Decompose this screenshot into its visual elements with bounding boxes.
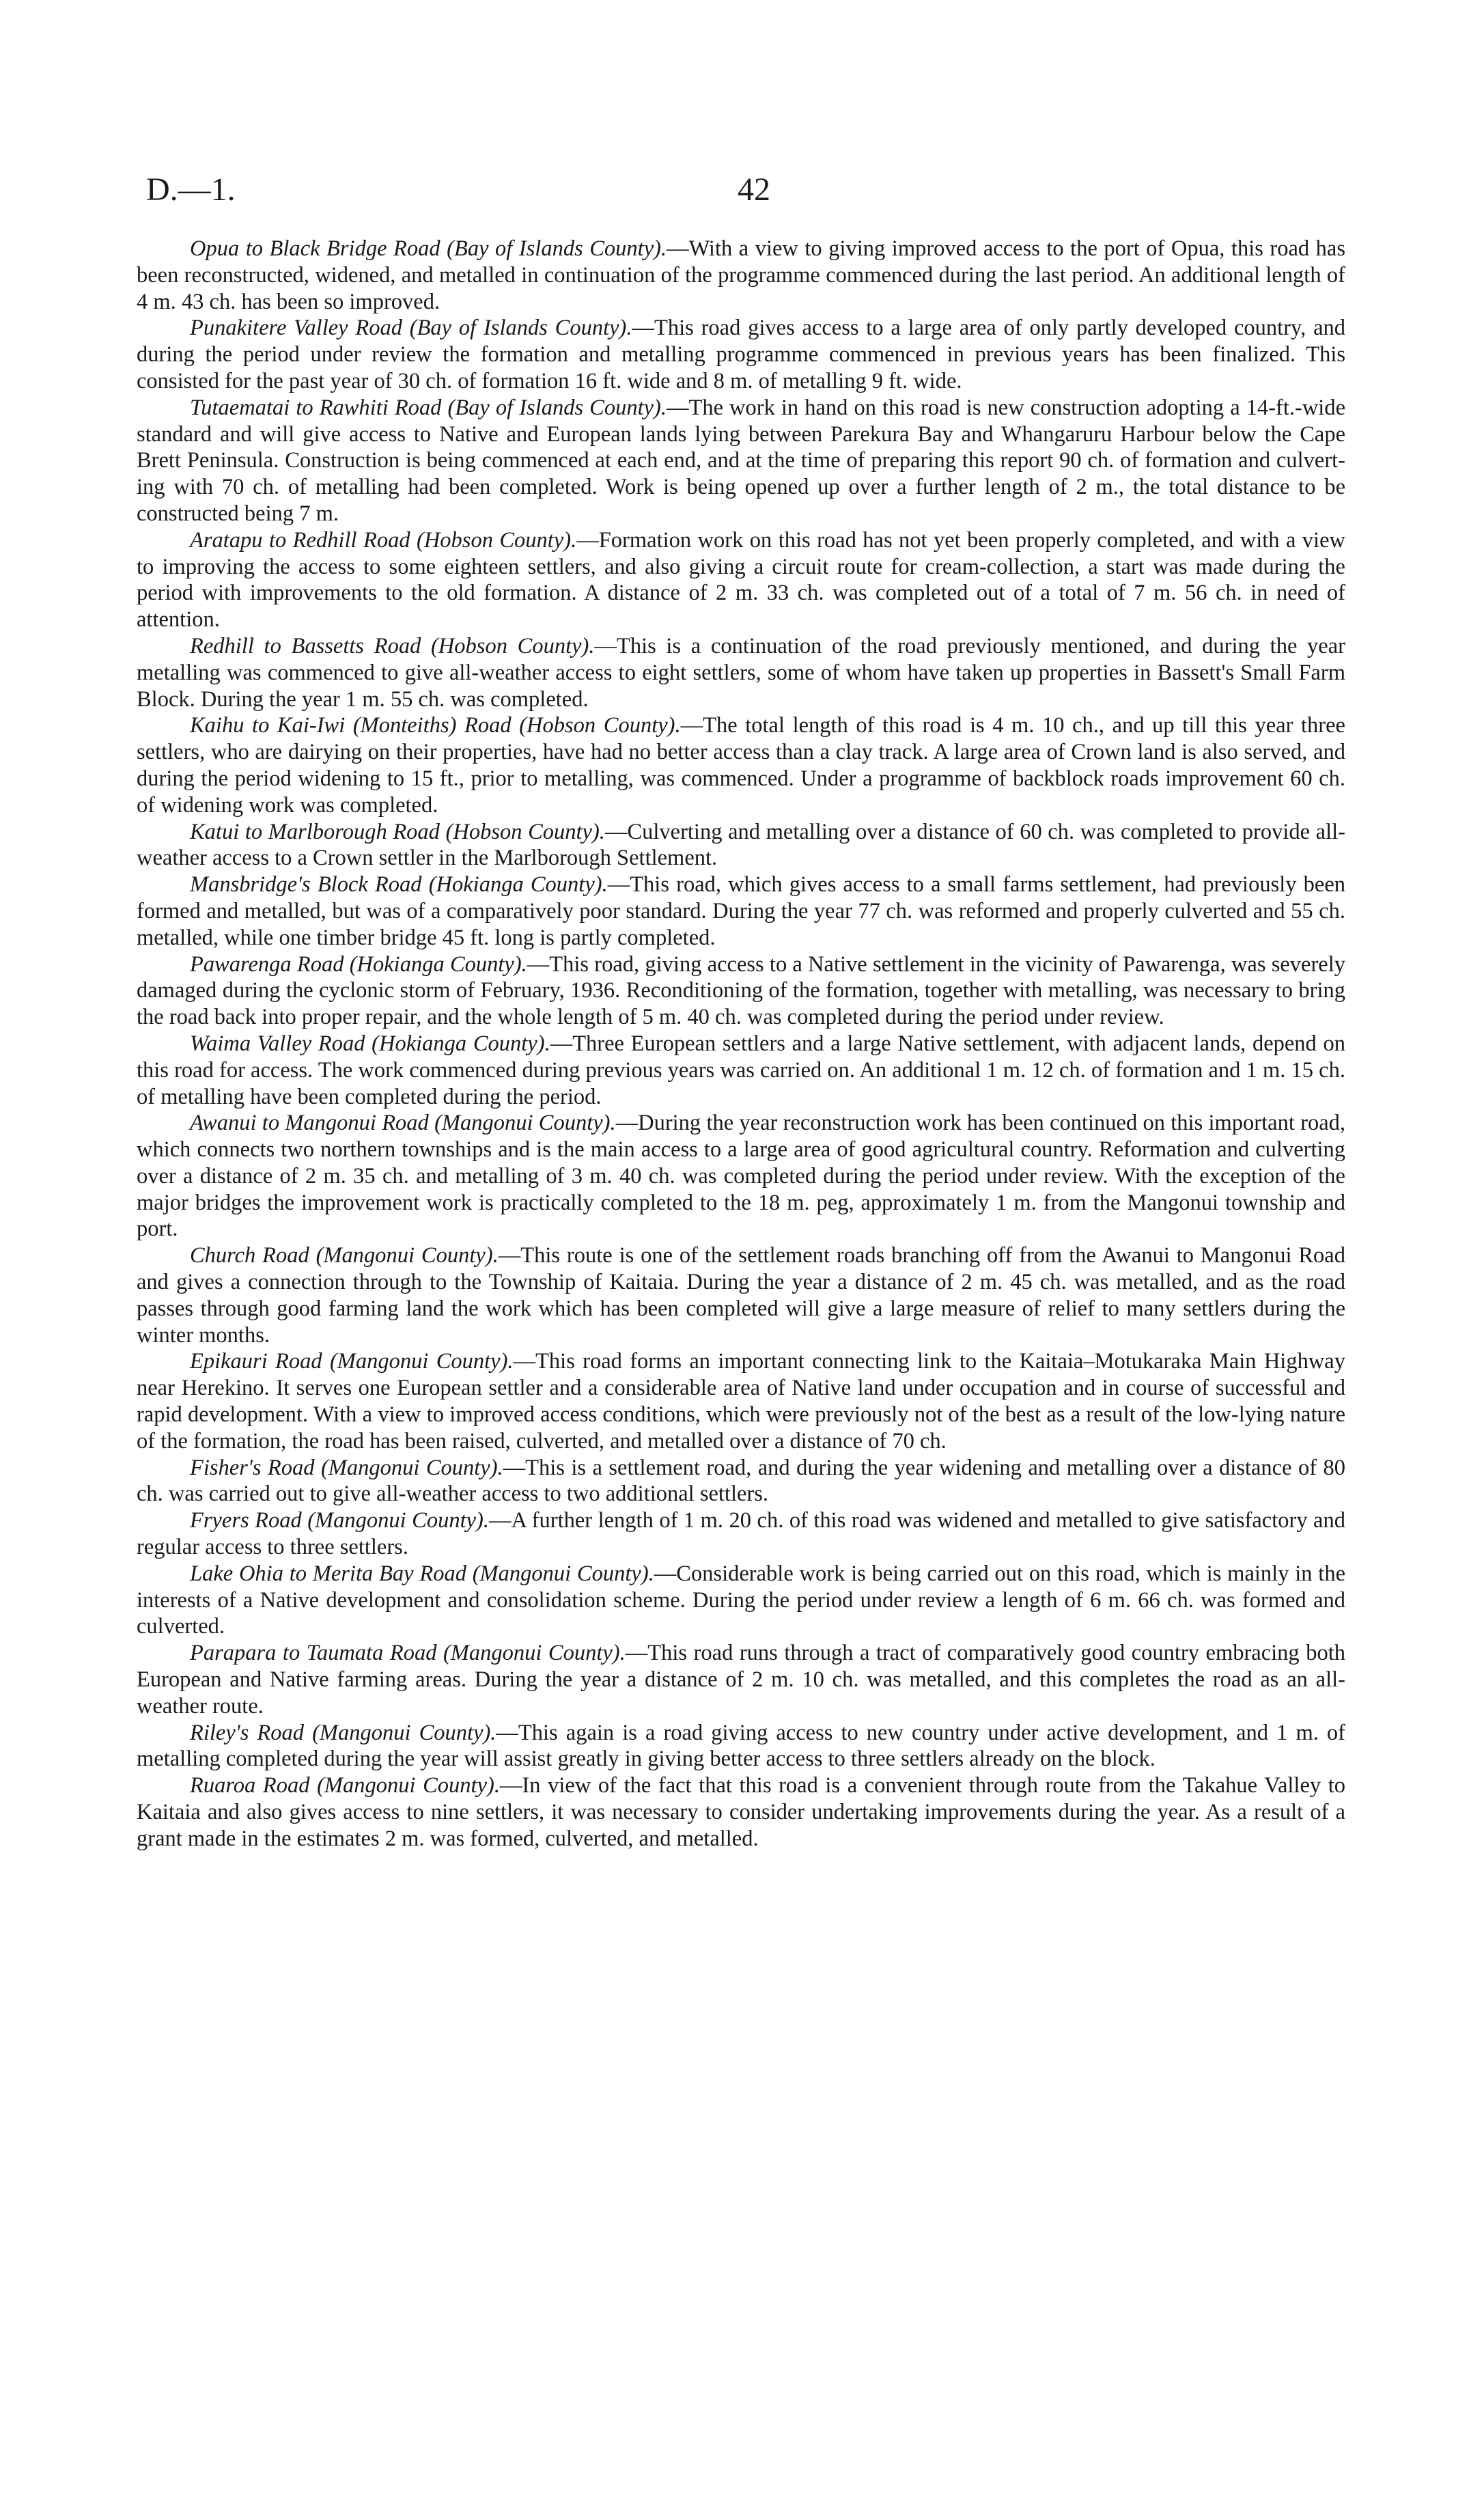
road-heading: Riley's Road (Mangonui County). bbox=[190, 1720, 496, 1745]
road-heading: Kaihu to Kai-Iwi (Monteiths) Road (Hobson County). bbox=[190, 713, 681, 738]
paragraph-text: —This is a continuation of the road previously mentioned, and during the year metalling was commenced to give all-weather access to eight settlers, some of whom have taken up properties in Bassett's Small Farm Block. During the year 1 m. 55 ch. was completed. bbox=[137, 633, 1345, 712]
paragraph-kaihu-kai-iwi-road bbox=[137, 712, 1345, 818]
road-heading: Ruaroa Road (Mangonui County). bbox=[190, 1773, 500, 1798]
paragraph-text: —This road, which gives access to a small farms settlement, had previously been formed and metalled, but was of a comparatively poor standard. During the year 77 ch. was reformed and properly culverted and 55 ch. metalled, while one timber bridge 45 ft. long is partly completed. bbox=[137, 872, 1345, 950]
paragraph-lake-ohia-merita-bay-road bbox=[137, 1561, 1345, 1640]
paragraph-pawarenga-road bbox=[137, 951, 1345, 1031]
paragraph-waima-valley-road bbox=[137, 1031, 1345, 1110]
paragraph-aratapu-redhill-road bbox=[137, 527, 1345, 633]
road-heading: Fisher's Road (Mangonui County). bbox=[190, 1455, 503, 1480]
paragraph-text: —This is a settlement road, and during the year widening and metalling over a distance of 80 ch. was carried out to give all-weather access to two additional settlers. bbox=[137, 1455, 1345, 1507]
paragraph-text: —This road, giving access to a Native settlement in the vicinity of Pawarenga, was severely damaged during the cyclonic storm of February, 1936. Reconditioning of the formation, together with metalling, was necessary to bring the road back into proper repair, and the whole length of 5 m. 40 ch. was completed during the period under review. bbox=[137, 951, 1345, 1030]
road-heading: Katui to Marlborough Road (Hobson County). bbox=[190, 819, 605, 844]
road-heading: Epikauri Road (Mangonui County). bbox=[190, 1349, 514, 1374]
paragraph-rileys-road bbox=[137, 1720, 1345, 1773]
paragraph-text: —Culverting and metalling over a distance of 60 ch. was completed to provide all-weather access to a Crown settler in the Marlborough Settlement. bbox=[137, 819, 1345, 871]
paragraph-parapara-taumata-road bbox=[137, 1640, 1345, 1719]
road-heading: Mansbridge's Block Road (Hokianga County). bbox=[190, 872, 608, 898]
paragraph-text: —Considerable work is being carried out on this road, which is mainly in the interests of a Native development and consolidation scheme. During the period under review a length of 6 m. 66 ch. was formed and culverted. bbox=[137, 1561, 1345, 1639]
road-heading: Church Road (Mangonui County). bbox=[190, 1243, 499, 1268]
page-header bbox=[137, 171, 1345, 219]
road-heading: Waima Valley Road (Hokianga County). bbox=[190, 1031, 550, 1056]
paragraph-fryers-road bbox=[137, 1507, 1345, 1561]
paragraph-opua-black-bridge-road bbox=[137, 236, 1345, 315]
paragraph-text: —The work in hand on this road is new construction adopting a 14-ft.-wide standard and will give access to Native and European lands lying between Parekura Bay and Whangaruru Harbour below the Cape Brett Peninsula. Construction is being commenced at each end, and at the time of preparing this report 90 ch. of formation and culverting with 70 ch. of metalling had been completed. Work is being opened up over a further length of 2 m., the total distance to be constructed being 7 m. bbox=[137, 395, 1346, 526]
paragraph-text: —This route is one of the settlement roads branching off from the Awanui to Mangonui Road and gives a connection through to the Township of Kaitaia. During the year a distance of 2 m. 45 ch. was metalled, and as the road passes through good farming land the work which has been completed will give a large measure of relief to many settlers during the winter months. bbox=[137, 1243, 1345, 1348]
paragraph-church-road bbox=[137, 1242, 1345, 1348]
paragraph-text: —With a view to giving improved access to the port of Opua, this road has been reconstructed, widened, and metalled in continuation of the programme commenced during the last period. An additional length of 4 m. 43 ch. has been so improved. bbox=[137, 236, 1345, 314]
road-heading: Tutaematai to Rawhiti Road (Bay of Islands County). bbox=[190, 395, 667, 420]
paragraph-punakitere-valley-road bbox=[137, 315, 1345, 394]
road-heading: Parapara to Taumata Road (Mangonui County). bbox=[190, 1641, 626, 1666]
road-heading: Aratapu to Redhill Road (Hobson County). bbox=[190, 527, 577, 553]
road-heading: Redhill to Bassetts Road (Hobson County). bbox=[190, 633, 595, 658]
road-heading: Opua to Black Bridge Road (Bay of Islands County). bbox=[190, 236, 667, 261]
paragraph-text: —Formation work on this road has not yet been properly completed, and with a view to improving the access to some eighteen settlers, and also giving a circuit route for cream-collection, a start was made during the period with improvements to the old formation. A distance of 2 m. 33 ch. was completed out of a total of 7 m. 56 ch. in need of attention. bbox=[137, 527, 1345, 632]
paragraph-text: —This road runs through a tract of comparatively good country embracing both European and Native farming areas. During the year a distance of 2 m. 10 ch. was metalled, and this completes the road as an all-weather route. bbox=[137, 1641, 1345, 1719]
paragraph-mansbridges-block-road bbox=[137, 872, 1345, 951]
paragraph-text: —Three European settlers and a large Native settlement, with adjacent lands, depend on this road for access. The work commenced during previous years was carried on. An additional 1 m. 12 ch. of formation and 1 m. 15 ch. of metalling have been completed during the period. bbox=[137, 1031, 1346, 1109]
paragraph-tutaematai-rawhiti-road bbox=[137, 395, 1345, 527]
paragraph-redhill-bassetts-road bbox=[137, 633, 1345, 712]
paragraph-text: —In view of the fact that this road is a convenient through route from the Takahue Valley to Kaitaia and also gives access to nine settlers, it was necessary to consider undertaking improvements during the year. As a result of a grant made in the estimates 2 m. was formed, culverted, and metalled. bbox=[137, 1773, 1345, 1851]
paragraph-text: —During the year reconstruction work has been continued on this important road, which connects two northern townships and is the main access to a large area of good agricultural country. Reformation and culverting over a distance of 2 m. 35 ch. and metalling of 3 m. 40 ch. was completed during the period under review. With the exception of the major bridges the improvement work is practically completed to the 18 m. peg, approximately 1 m. from the Mangonui township and port. bbox=[137, 1111, 1345, 1242]
paragraph-text: —This road forms an important connecting link to the Kaitaia–Motukaraka Main Highway near Herekino. It serves one European settler and a considerable area of Native land under occupation and in course of successful and rapid development. With a view to improved access conditions, which were previously not of the best as a result of the low-lying nature of the formation, the road has been raised, culverted, and metalled over a distance of 70 ch. bbox=[137, 1349, 1345, 1454]
road-heading: Pawarenga Road (Hokianga County). bbox=[190, 951, 527, 977]
paragraph-awanui-mangonui-road bbox=[137, 1110, 1345, 1242]
paragraph-text: —This again is a road giving access to new country under active development, and 1 m. of metalling completed during the year will assist greatly in giving better access to three settlers already on the block. bbox=[137, 1720, 1345, 1772]
page-number: 42 bbox=[738, 171, 770, 208]
paragraph-katui-marlborough-road bbox=[137, 819, 1345, 872]
road-heading: Lake Ohia to Merita Bay Road (Mangonui County). bbox=[190, 1561, 654, 1586]
road-heading: Punakitere Valley Road (Bay of Islands County). bbox=[190, 316, 632, 341]
road-heading: Fryers Road (Mangonui County). bbox=[190, 1508, 489, 1533]
paragraph-text: —The total length of this road is 4 m. 10 ch., and up till this year three settlers, who are dairying on their properties, have had no better access than a clay track. A large area of Crown land is also served, and during the period widening to 15 ft., prior to metalling, was commenced. Under a programme of backblock roads improvement 60 ch. of widening work was completed. bbox=[137, 713, 1345, 818]
body-text bbox=[137, 236, 1345, 1852]
paragraph-text: —A further length of 1 m. 20 ch. of this road was widened and metalled to give satisfactory and regular access to three settlers. bbox=[137, 1508, 1345, 1560]
road-heading: Awanui to Mangonui Road (Mangonui County). bbox=[190, 1111, 616, 1136]
paragraph-epikauri-road bbox=[137, 1348, 1345, 1454]
paragraph-fishers-road bbox=[137, 1455, 1345, 1508]
paragraph-ruaroa-road bbox=[137, 1772, 1345, 1852]
document-reference: D.—1. bbox=[146, 171, 236, 208]
paragraph-text: —This road gives access to a large area of only partly developed country, and during the period under review the formation and metalling programme commenced in previous years has been finalized. This consisted for the past year of 30 ch. of formation 16 ft. wide and 8 m. of metalling 9 ft. wide. bbox=[137, 316, 1345, 393]
